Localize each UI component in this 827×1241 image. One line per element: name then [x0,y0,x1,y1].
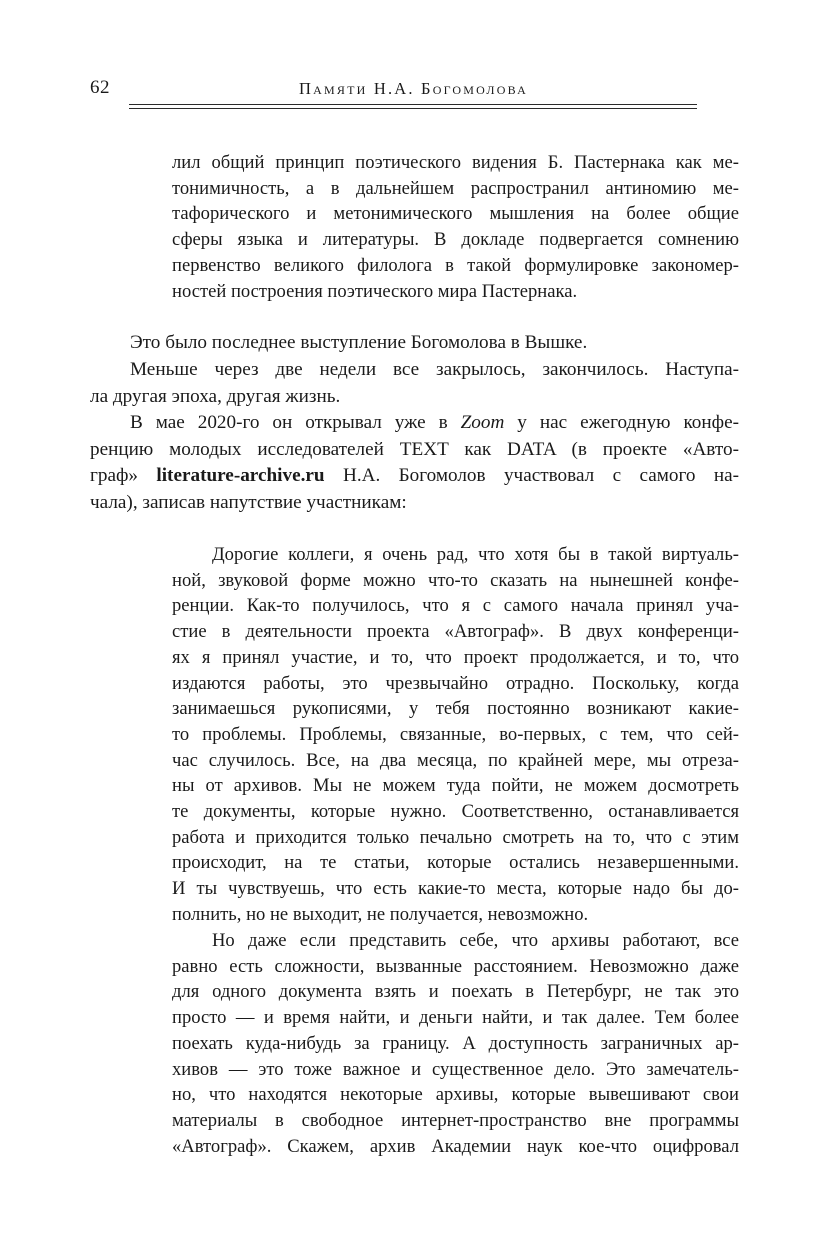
abstract-line: лил общий принцип поэтического видения Б. Пастернака как ме- [172,152,739,173]
quote-line: хивов — это тоже важное и существенное дело. Это замечатель- [172,1058,739,1080]
quote-line: работа и приходится только печально смотреть на то, что с этим [172,826,739,848]
body-line [90,463,739,490]
body-line [90,410,739,437]
body-line: Это было последнее выступление Богомолова в Вышке. [130,332,588,353]
header-rule-bottom [129,108,697,109]
quote-line: материалы в свободное интернет-пространство вне программы [172,1109,739,1131]
body-paragraph-3 [90,410,739,516]
quote-line: для одного документа взять и поехать в Петербург, не так это [172,981,739,1003]
abstract-line: ностей построения поэтического мира Пастернака. [172,280,578,302]
quote-line: просто — и время найти, и деньги найти, и так далее. Тем более [172,1007,739,1029]
text-run: граф» [90,465,157,487]
body-line: ла другая эпоха, другая жизнь. [90,385,341,407]
quote-line: ны от архивов. Мы не можем туда пойти, не можем досмотреть [172,775,739,797]
body-paragraph-1 [90,330,739,357]
quote-line: издаются работы, это чрезвычайно отрадно. Поскольку, когда [172,672,739,694]
quote-line: происходит, на те статьи, которые остались незавершенными. [172,852,739,874]
header-rule-top [129,104,697,105]
abstract-line: сферы языка и литературы. В докладе подвергается сомнению [172,229,739,251]
running-title: Памяти Н.А. Богомолова [299,79,528,98]
quote-line: час случилось. Все, на два месяца, по крайней мере, мы отреза- [172,749,739,771]
quote-line: ной, звуковой форме можно что-то сказать на нынешней конфе- [172,569,739,591]
abstract-line: первенство великого филолога в такой формулировке закономер- [172,254,739,276]
text-run: В мае 2020-го он открывал уже в [130,412,461,433]
quote-line: Дорогие коллеги, я очень рад, что хотя бы в такой виртуаль- [212,544,739,565]
quote-line: И ты чувствуешь, что есть какие-то места, которые надо бы до- [172,878,739,900]
quote-line: равно есть сложности, вызванные расстоянием. Невозможно даже [172,955,739,977]
zoom-italic: Zoom [460,412,505,433]
body-line: ренцию молодых исследователей TEXT как DATA (в проекте «Авто- [90,438,739,460]
body-line: Меньше через две недели все закрылось, закончилось. Наступа- [130,359,739,380]
text-run: у нас ежегодную конфе- [504,412,739,433]
quote-line: «Автограф». Скажем, архив Академии наук кое-что оцифровал [172,1135,739,1157]
body-paragraph-2 [90,357,739,410]
quote-line: стие в деятельности проекта «Автограф». В двух конференци- [172,621,739,643]
quote-line: ренции. Как-то получилось, что я с самого начала принял уча- [172,595,739,617]
quote-paragraph-1 [172,542,739,928]
abstract-block [172,150,739,304]
quote-line: Но даже если представить себе, что архивы работают, все [212,930,739,951]
quote-line: ях я принял участие, и то, что проект продолжается, и то, что [172,646,739,668]
page-number: 62 [90,77,110,98]
quote-line: те документы, которые нужно. Соответственно, останавливается [172,801,739,823]
quote-line: но, что находятся некоторые архивы, которые вывешивают свои [172,1084,739,1106]
text-run: Н.А. Богомолов участвовал с самого на- [324,465,739,487]
abstract-line: тонимичность, а в дальнейшем распространил антиномию ме- [172,177,739,199]
abstract-line: тафорического и метонимического мышления на более общие [172,203,739,225]
quote-paragraph-2 [172,928,739,1159]
quote-line: то проблемы. Проблемы, связанные, во-первых, с тем, что сей- [172,723,739,745]
body-line: чала), записав напутствие участникам: [90,491,407,513]
website-bold: literature-archive.ru [156,465,325,487]
quote-line: занимаешься рукописями, у тебя постоянно возникают какие- [172,698,739,720]
quote-line: поехать куда-нибудь за границу. А доступность заграничных ар- [172,1032,739,1054]
quote-line: полнить, но не выходит, не получается, невозможно. [172,903,589,925]
